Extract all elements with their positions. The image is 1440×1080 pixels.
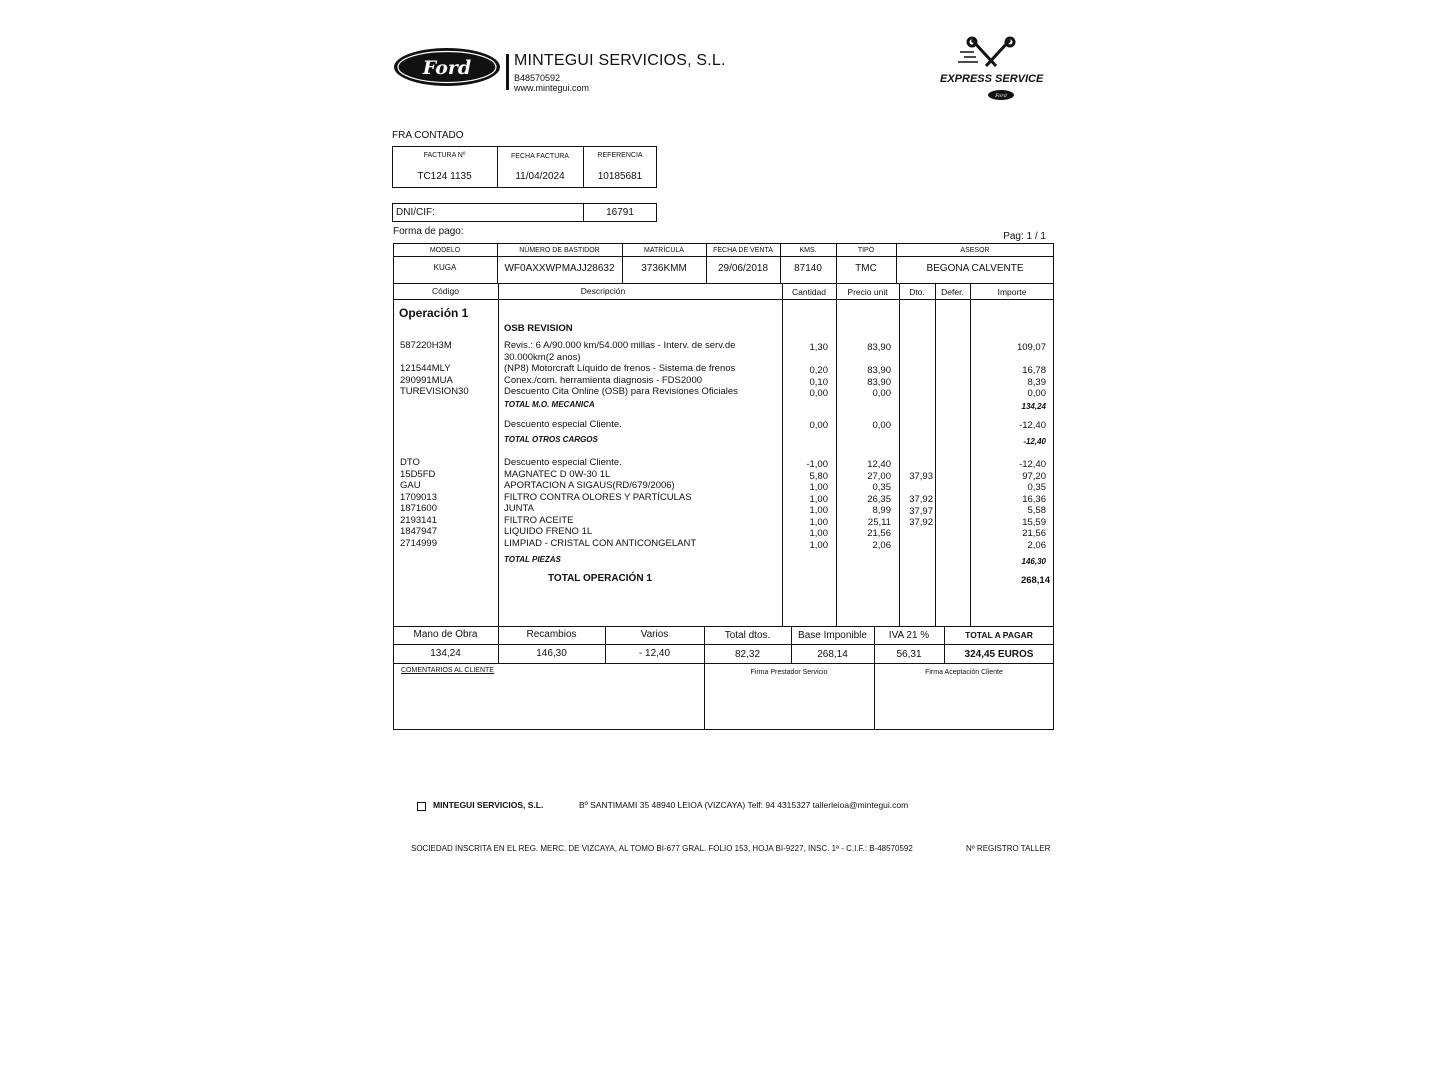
col-qty-header: Cantidad: [791, 287, 827, 297]
total-operation-value: 268,14: [1020, 575, 1050, 586]
page-number: Pag: 1 / 1: [1003, 231, 1046, 242]
sum-labor: 134,24: [430, 648, 461, 659]
line-amount: -12,40: [1019, 459, 1046, 470]
vehicle-advisor-header: ASESOR: [960, 247, 990, 254]
line-amount: 21,56: [1022, 528, 1046, 539]
express-service-label: EXPRESS SERVICE: [940, 73, 1044, 85]
line-description: JUNTA: [504, 503, 534, 514]
line-discount: 37,97: [909, 505, 933, 517]
invoice-number: TC124 1135: [417, 171, 472, 182]
line-price: 25,11: [867, 516, 891, 528]
line-quantity: 1,00: [809, 528, 828, 539]
discount-amount: -12,40: [1019, 420, 1046, 431]
line-quantity: 0,20: [809, 365, 828, 376]
col-discount-header: Dto.: [909, 287, 925, 297]
line-description: (NP8) Motorcraft Líquido de frenos - Sistema de frenos: [504, 363, 736, 374]
col-price-header: Precio unit: [847, 287, 888, 297]
line-price: 12,40: [867, 459, 891, 470]
line-amount: 2,06: [1027, 539, 1046, 551]
invoice-type: FRA CONTADO: [392, 130, 464, 141]
line-amount: 0,35: [1027, 482, 1046, 493]
sum-misc: - 12,40: [638, 648, 671, 659]
footer-company: MINTEGUI SERVICIOS, S.L.: [433, 800, 544, 810]
line-price: [836, 354, 891, 366]
line-description: Descuento especial Cliente.: [504, 457, 622, 468]
sum-base: 268,14: [817, 649, 848, 660]
line-description: FILTRO ACEITE: [504, 514, 574, 526]
line-amount: 16,36: [1022, 493, 1046, 505]
sum-discounts: 82,32: [734, 649, 761, 660]
col-deferred-header: Defer.: [941, 287, 964, 297]
group1-price: [836, 342, 891, 400]
line-code: 290991MUA: [400, 374, 453, 386]
total-piezas-label: TOTAL PIEZAS: [504, 555, 561, 564]
line-code: 121544MLY: [400, 363, 451, 374]
line-code: 2193141: [400, 514, 437, 526]
line-price: 83,90: [867, 365, 891, 376]
line-code: 1871600: [400, 503, 437, 514]
line-discount: 37,92: [909, 494, 933, 505]
footer-registry-taller: Nº REGISTRO TALLER: [966, 844, 1051, 853]
vehicle-type: TMC: [855, 263, 877, 274]
group1-codes: [400, 340, 469, 398]
line-discount: 37,93: [909, 471, 933, 482]
sum-parts-header: Recambios: [526, 629, 577, 640]
line-quantity: 1,00: [809, 516, 828, 528]
line-code: 1847947: [400, 526, 437, 537]
vehicle-kms-header: KMS.: [799, 247, 817, 254]
dni-label: DNI/CIF:: [396, 207, 435, 218]
line-price: 8,99: [872, 505, 891, 516]
line-quantity: 0,00: [809, 388, 828, 399]
total-otros-value: -12,40: [1023, 437, 1046, 446]
vehicle-plate: 3736KMM: [641, 263, 687, 274]
invoice-reference: 10185681: [597, 171, 643, 182]
company-web: www.mintegui.com: [514, 83, 590, 93]
line-amount: 97,20: [1022, 470, 1046, 482]
line-code: 587220H3M: [400, 340, 452, 351]
total-mo-value: 134,24: [1021, 402, 1046, 411]
provider-signature-label: Firma Prestador Servicio: [750, 669, 828, 676]
line-price: 27,00: [867, 470, 891, 482]
invoice-number-header: FACTURA Nº: [423, 152, 466, 159]
line-code: 2714999: [400, 537, 437, 549]
col-amount-header: Importe: [997, 287, 1027, 297]
vehicle-model: KUGA: [433, 263, 457, 272]
company-info: [514, 73, 589, 93]
invoice-date-header: FECHA FACTURA: [511, 153, 569, 160]
line-price: 83,90: [867, 342, 891, 353]
vehicle-sale-date: 29/06/2018: [717, 263, 769, 274]
total-mo-label: TOTAL M.O. MECANICA: [504, 400, 595, 409]
dni-value: 16791: [606, 207, 634, 218]
discount-qty: 0,00: [809, 420, 828, 431]
line-quantity: -1,00: [806, 459, 828, 470]
group2-qty: [782, 459, 828, 551]
footer-address: Bº SANTIMAMI 35 48940 LEIOA (VIZCAYA) Telf: 94 4315327 tallerleioa@mintegui.com: [579, 800, 909, 810]
express-service-logo: [930, 36, 1055, 106]
line-quantity: 1,00: [809, 493, 828, 505]
line-quantity: [782, 354, 828, 366]
company-cif: B48570592: [514, 73, 561, 83]
line-discount: 37,92: [909, 517, 933, 528]
line-price: 0,00: [872, 388, 891, 399]
line-code: TUREVISION30: [400, 386, 469, 397]
invoice-ref-header: REFERENCIA: [597, 152, 643, 159]
line-quantity: 1,00: [809, 505, 828, 516]
line-description: FILTRO CONTRA OLORES Y PARTÍCULAS: [504, 491, 692, 503]
line-amount: 16,78: [1022, 365, 1046, 376]
line-description: LIMPIAD - CRISTAL CON ANTICONGELANT: [504, 537, 697, 549]
total-operation-label: TOTAL OPERACIÓN 1: [548, 573, 652, 584]
line-description: MAGNATEC D 0W-30 1L: [504, 468, 611, 480]
line-quantity: 1,00: [809, 539, 828, 551]
line-code: 15D5FD: [400, 468, 436, 480]
vehicle-type-header: TIPO: [857, 247, 875, 254]
sum-labor-header: Mano de Obra: [413, 629, 478, 640]
group2-codes: [400, 457, 437, 549]
vehicle-advisor: BEGONA CALVENTE: [926, 263, 1024, 274]
line-description: Conex./com. herramienta diagnosis - FDS2000: [504, 374, 703, 386]
operation-section: OSB REVISION: [504, 323, 573, 334]
vehicle-plate-header: MATRÍCULA: [644, 247, 684, 254]
line-amount: 109,07: [1016, 342, 1046, 353]
footer-registry: SOCIEDAD INSCRITA EN EL REG. MERC. DE VIZCAYA, AL TOMO BI-677 GRAL. FOLIO 153, HOJA BI-9227, INSC. 1ª - C.I.F.: B-48570592: [411, 844, 913, 853]
vehicle-vin: WF0AXXWPMAJJ28632: [504, 263, 615, 274]
discount-desc: Descuento especial Cliente.: [504, 419, 622, 430]
vehicle-kms: 87140: [794, 263, 822, 274]
sum-total: 324,45 EUROS: [964, 649, 1034, 660]
line-description: APORTACION A SIGAUS(RD/679/2006): [504, 480, 675, 491]
ford-logo: [392, 46, 502, 88]
sum-parts: 146,30: [536, 648, 567, 659]
total-otros-label: TOTAL OTROS CARGOS: [504, 435, 598, 444]
group2-price: [836, 459, 891, 551]
sum-misc-header: Varios: [640, 629, 669, 640]
line-price: 2,06: [872, 539, 891, 551]
line-code: DTO: [400, 457, 420, 468]
line-code: [400, 352, 469, 364]
line-price: 0,35: [872, 482, 891, 493]
line-quantity: 5,80: [809, 470, 828, 482]
group2-discount: [899, 471, 933, 529]
total-piezas-value: 146,30: [1021, 557, 1046, 566]
sum-total-header: TOTAL A PAGAR: [965, 630, 1033, 640]
company-divider: [506, 54, 509, 90]
client-signature-label: Firma Aceptación Cliente: [925, 669, 1003, 676]
sum-vat-header: IVA 21 %: [888, 630, 930, 641]
line-description: LIQUIDO FRENO 1L: [504, 526, 593, 537]
line-amount: 5,58: [1027, 505, 1046, 516]
line-quantity: 1,30: [809, 342, 828, 353]
comments-label: COMENTARIOS AL CLIENTE: [401, 667, 494, 674]
svg-text:Ford: Ford: [422, 57, 472, 79]
line-code: GAU: [400, 480, 421, 491]
line-description: Descuento Cita Online (OSB) para Revisiones Oficiales: [504, 386, 738, 397]
line-quantity: 1,00: [809, 482, 828, 493]
line-price: 21,56: [867, 528, 891, 539]
checkbox-icon: [417, 802, 426, 811]
invoice-date: 11/04/2024: [515, 171, 565, 182]
group2-amount: [970, 459, 1046, 551]
vehicle-model-header: MODELO: [429, 247, 461, 254]
vehicle-sale-date-header: FECHA DE VENTA: [713, 247, 773, 254]
line-amount: [970, 354, 1046, 366]
line-description: Revis.: 6 A/90.000 km/54.000 millas - Interv. de serv.de: [504, 340, 736, 351]
sum-vat: 56,31: [896, 649, 922, 660]
group1-descs: [504, 340, 738, 398]
line-amount: 8,39: [1027, 376, 1046, 388]
operation-title: Operación 1: [399, 306, 469, 320]
line-price: 83,90: [867, 376, 891, 388]
sum-discounts-header: Total dtos.: [724, 630, 771, 641]
discount-price: 0,00: [872, 420, 891, 431]
line-description: 30.000km(2 anos): [504, 351, 581, 363]
company-name: MINTEGUI SERVICIOS, S.L.: [514, 52, 726, 69]
group1-qty: [782, 342, 828, 400]
line-amount: 15,59: [1022, 516, 1046, 528]
payment-method-label: Forma de pago:: [393, 226, 464, 237]
col-desc-header: Descripción: [580, 286, 626, 296]
group2-descs: [504, 457, 696, 549]
line-price: 26,35: [867, 493, 891, 505]
line-discount: [899, 483, 933, 495]
svg-text:Ford: Ford: [995, 93, 1007, 99]
group1-amount: [970, 342, 1046, 400]
vehicle-vin-header: NÚMERO DE BASTIDOR: [519, 247, 600, 254]
line-amount: 0,00: [1027, 388, 1046, 399]
sum-base-header: Base Imponible: [798, 630, 867, 641]
line-code: 1709013: [400, 491, 437, 503]
col-code-header: Código: [432, 286, 459, 296]
line-quantity: 0,10: [809, 376, 828, 388]
